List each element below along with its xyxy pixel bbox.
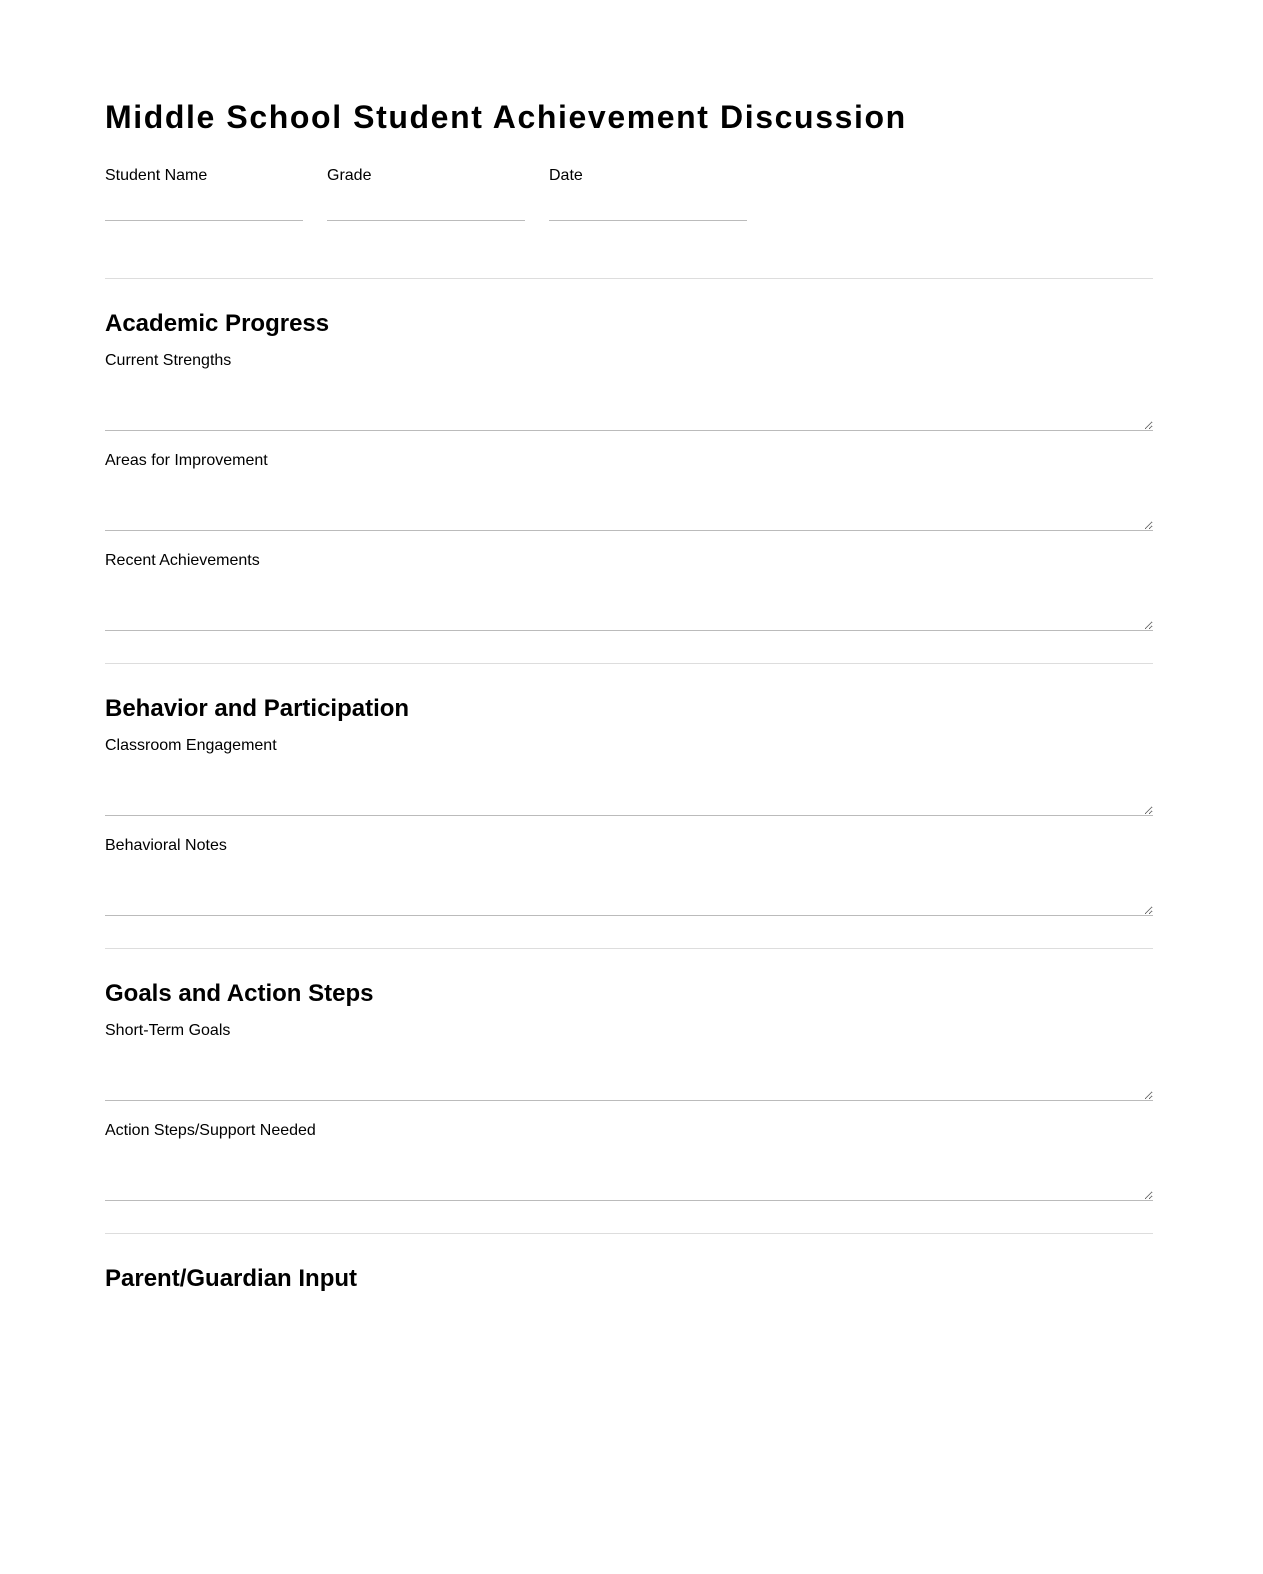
short-term-goals-label: Short-Term Goals [105, 1022, 231, 1039]
classroom-engagement-field [105, 736, 1153, 816]
date-input[interactable] [549, 192, 747, 221]
form-page [105, 0, 1153, 1296]
date-field [549, 166, 747, 221]
section-title: Academic Progress [105, 310, 330, 337]
behavioral-notes-textarea[interactable] [105, 866, 1153, 916]
action-steps-label: Action Steps/Support Needed [105, 1122, 316, 1139]
student-name-input[interactable] [105, 192, 303, 221]
current-strengths-textarea[interactable] [105, 381, 1153, 431]
action-steps-field [105, 1121, 1153, 1201]
page-title: Middle School Student Achievement Discussion [105, 99, 907, 135]
short-term-goals-field [105, 1021, 1153, 1101]
date-label: Date [549, 167, 583, 184]
section-title: Goals and Action Steps [105, 980, 374, 1007]
behavioral-notes-label: Behavioral Notes [105, 837, 227, 854]
areas-for-improvement-textarea[interactable] [105, 481, 1153, 531]
areas-for-improvement-label: Areas for Improvement [105, 452, 268, 469]
classroom-engagement-textarea[interactable] [105, 766, 1153, 816]
section-behavior-participation [105, 663, 1153, 948]
grade-input[interactable] [327, 192, 525, 221]
current-strengths-label: Current Strengths [105, 352, 232, 369]
student-name-field [105, 166, 303, 221]
section-academic-progress [105, 278, 1153, 663]
form-sections [105, 278, 1153, 1296]
classroom-engagement-label: Classroom Engagement [105, 737, 277, 754]
section-title: Parent/Guardian Input [105, 1265, 358, 1292]
section-title: Behavior and Participation [105, 695, 410, 722]
student-info-row [105, 166, 747, 221]
section-goals-action-steps [105, 948, 1153, 1233]
short-term-goals-textarea[interactable] [105, 1051, 1153, 1101]
action-steps-textarea[interactable] [105, 1151, 1153, 1201]
section-parent-guardian-input [105, 1233, 1153, 1296]
recent-achievements-label: Recent Achievements [105, 552, 260, 569]
recent-achievements-textarea[interactable] [105, 581, 1153, 631]
grade-field [327, 166, 525, 221]
behavioral-notes-field [105, 836, 1153, 916]
grade-label: Grade [327, 167, 372, 184]
student-name-label: Student Name [105, 167, 208, 184]
current-strengths-field [105, 351, 1153, 431]
areas-for-improvement-field [105, 451, 1153, 531]
recent-achievements-field [105, 551, 1153, 631]
